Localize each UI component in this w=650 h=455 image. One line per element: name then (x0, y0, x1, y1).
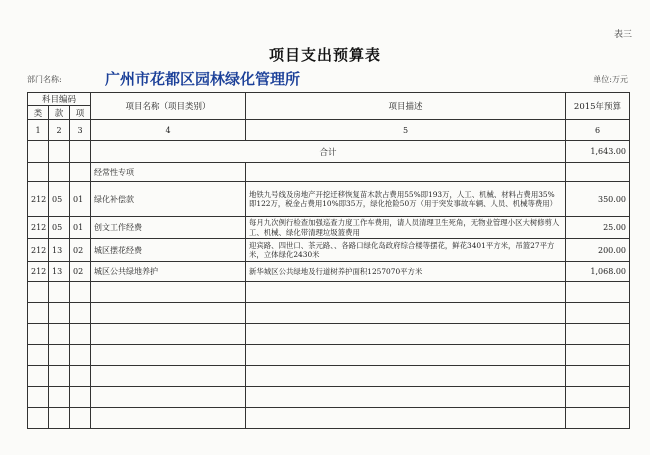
table-row (28, 239, 630, 262)
column-index-cell: 4 (91, 120, 246, 141)
empty-cell (70, 345, 91, 366)
empty-cell (28, 324, 49, 345)
empty-cell (28, 366, 49, 387)
empty-cell (28, 141, 49, 163)
budget-cell: 350.00 (566, 182, 630, 217)
empty-cell (246, 387, 566, 408)
empty-cell (566, 387, 630, 408)
section-header: 款 (49, 106, 70, 120)
item-code-cell: 02 (70, 239, 91, 262)
item-code-cell: 02 (70, 262, 91, 282)
empty-cell (246, 282, 566, 303)
column-index-cell: 2 (49, 120, 70, 141)
budget-cell: 1,068.00 (566, 262, 630, 282)
table-number-label: 表三 (613, 30, 632, 40)
header-row-1 (28, 93, 630, 106)
empty-cell (49, 163, 70, 182)
empty-cell (246, 303, 566, 324)
empty-cell (49, 282, 70, 303)
project-description-header: 项目描述 (246, 93, 566, 120)
empty-cell (70, 303, 91, 324)
project-description-cell: 地铁九号线及房地产开挖迁移恢复苗木款占费用55%即193万，人工、机械、材料占费用35%即122万，税金占费用10%即35万，绿化抢险50万（用于突发事故车辆、人员、机械等费用） (246, 182, 566, 217)
empty-cell (566, 345, 630, 366)
empty-cell (70, 141, 91, 163)
item-code-cell: 01 (70, 217, 91, 239)
empty-cell (246, 324, 566, 345)
project-name-cell: 创文工作经费 (91, 217, 246, 239)
class-code-cell: 212 (28, 239, 49, 262)
class-code-cell: 212 (28, 217, 49, 239)
empty-cell (70, 387, 91, 408)
empty-cell (91, 366, 246, 387)
project-name-cell: 绿化补偿款 (91, 182, 246, 217)
section-code-cell: 05 (49, 217, 70, 239)
empty-cell (70, 163, 91, 182)
unit-label: 单位:万元 (593, 75, 628, 84)
empty-cell (28, 408, 49, 429)
empty-cell (49, 366, 70, 387)
table-row (28, 262, 630, 282)
empty-row (28, 345, 630, 366)
column-index-cell: 1 (28, 120, 49, 141)
empty-cell (566, 282, 630, 303)
empty-cell (91, 282, 246, 303)
column-index-row (28, 120, 630, 141)
total-row (28, 141, 630, 163)
empty-cell (246, 345, 566, 366)
class-code-cell: 212 (28, 182, 49, 217)
item-code-cell: 01 (70, 182, 91, 217)
empty-cell (49, 324, 70, 345)
empty-cell (91, 408, 246, 429)
empty-cell (566, 163, 630, 182)
budget-table (27, 92, 630, 429)
section-code-cell: 13 (49, 262, 70, 282)
empty-cell (566, 366, 630, 387)
empty-cell (70, 408, 91, 429)
empty-cell (49, 387, 70, 408)
empty-cell (28, 387, 49, 408)
empty-cell (246, 408, 566, 429)
empty-cell (566, 408, 630, 429)
empty-row (28, 408, 630, 429)
department-label: 部门名称: (27, 75, 62, 84)
empty-row (28, 303, 630, 324)
budget-cell: 25.00 (566, 217, 630, 239)
empty-row (28, 366, 630, 387)
empty-row (28, 324, 630, 345)
empty-cell (49, 408, 70, 429)
table-row (28, 217, 630, 239)
empty-cell (246, 366, 566, 387)
subject-code-header: 科目编码 (28, 93, 91, 106)
class-header: 类 (28, 106, 49, 120)
empty-row (28, 387, 630, 408)
column-index-cell: 5 (246, 120, 566, 141)
project-description-cell: 迎宾路、四世口、茶元路、、各路口绿化岛政府综合楼等摆花，鲜花3401平方米，吊篮27平方米，立体绿化2430米 (246, 239, 566, 262)
category-label: 经常性专项 (91, 163, 246, 182)
budget-header: 2015年预算 (566, 93, 630, 120)
project-name-cell: 城区公共绿地养护 (91, 262, 246, 282)
table-row (28, 182, 630, 217)
empty-cell (566, 303, 630, 324)
empty-cell (49, 303, 70, 324)
budget-cell: 200.00 (566, 239, 630, 262)
empty-cell (91, 324, 246, 345)
empty-cell (28, 282, 49, 303)
item-header: 项 (70, 106, 91, 120)
project-description-cell: 每月九次例行检查加强巡查力度工作车费用，请人员清理卫生死角，无物业管理小区大树修剪人工、机械、绿化带清理垃圾篮费用 (246, 217, 566, 239)
column-index-cell: 6 (566, 120, 630, 141)
total-label: 合计 (91, 141, 566, 163)
empty-cell (91, 303, 246, 324)
empty-row (28, 282, 630, 303)
project-name-cell: 城区摆花经费 (91, 239, 246, 262)
empty-cell (70, 282, 91, 303)
empty-cell (49, 345, 70, 366)
empty-cell (28, 345, 49, 366)
empty-cell (28, 163, 49, 182)
page-title: 项目支出预算表 (268, 46, 381, 64)
empty-cell (70, 366, 91, 387)
department-name: 广州市花都区园林绿化管理所 (105, 70, 301, 88)
empty-cell (49, 141, 70, 163)
section-code-cell: 13 (49, 239, 70, 262)
project-name-header: 项目名称（项目类别） (91, 93, 246, 120)
empty-cell (566, 324, 630, 345)
meta-row (27, 70, 628, 92)
empty-cell (91, 345, 246, 366)
category-row (28, 163, 630, 182)
empty-cell (246, 163, 566, 182)
project-description-cell: 新华城区公共绿地及行道树养护面积1257070平方米 (246, 262, 566, 282)
total-value: 1,643.00 (566, 141, 630, 163)
empty-cell (91, 387, 246, 408)
empty-cell (28, 303, 49, 324)
class-code-cell: 212 (28, 262, 49, 282)
column-index-cell: 3 (70, 120, 91, 141)
empty-cell (70, 324, 91, 345)
section-code-cell: 05 (49, 182, 70, 217)
